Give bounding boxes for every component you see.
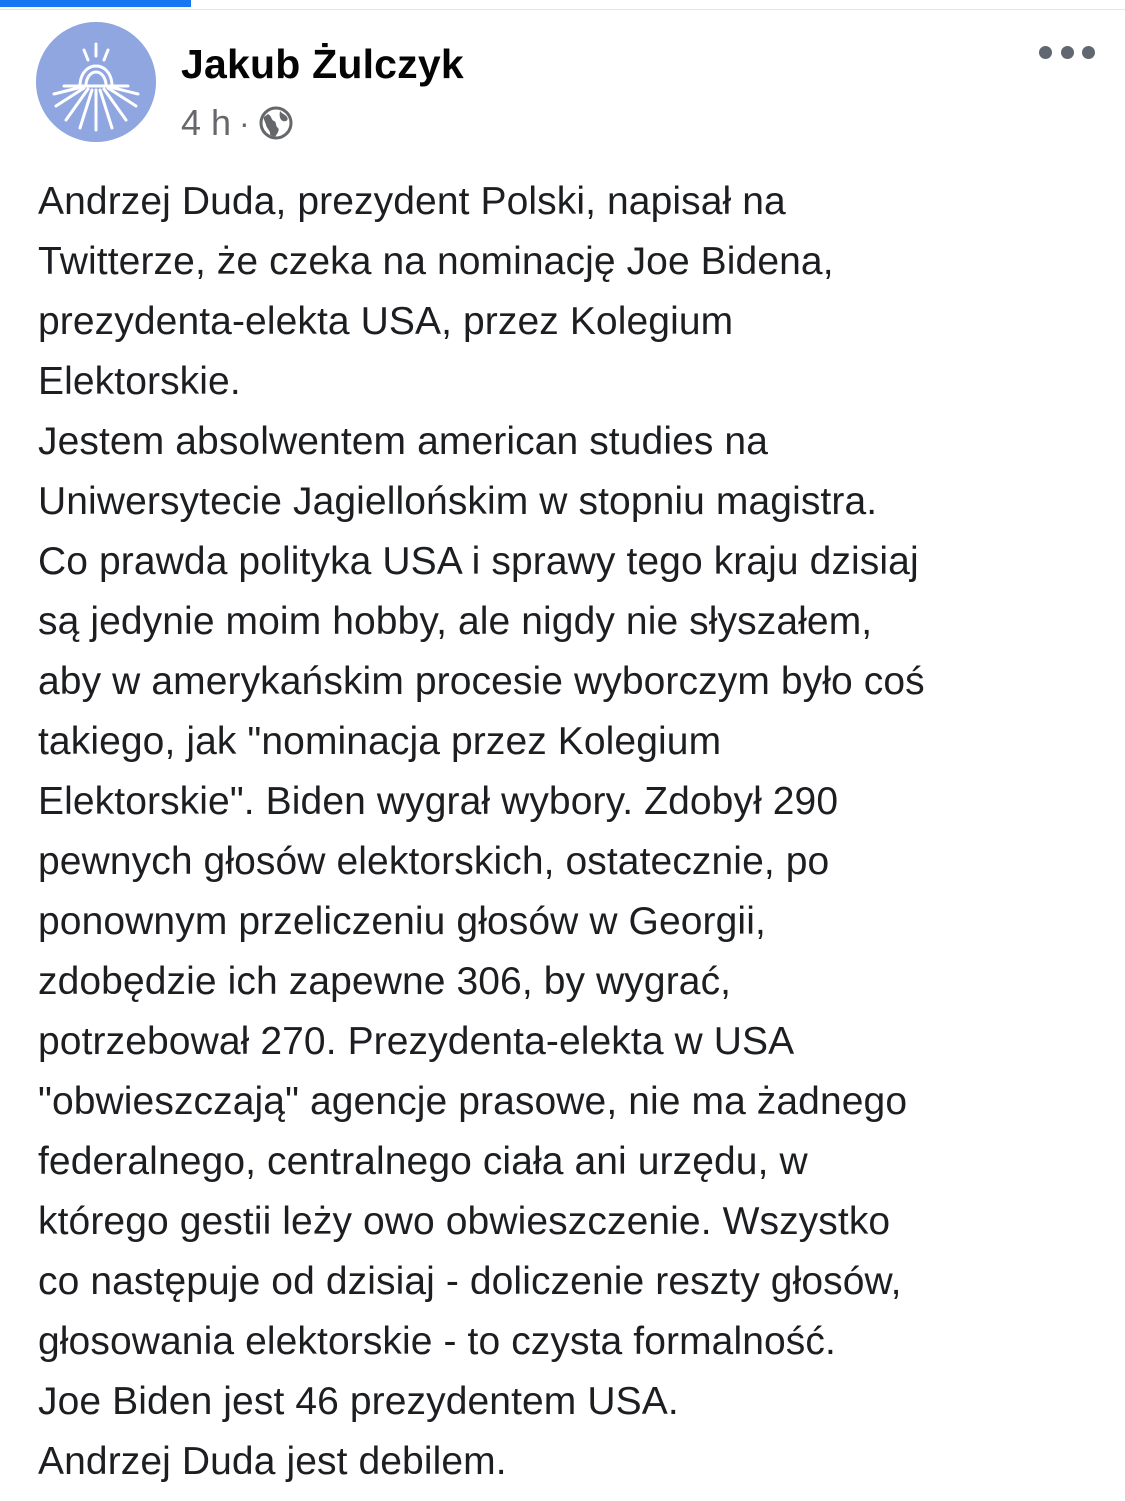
- post-text-line: są jedynie moim hobby, ale nigdy nie słyszałem,: [38, 600, 873, 643]
- globe-icon[interactable]: [258, 105, 294, 141]
- more-options-button[interactable]: [1039, 34, 1095, 70]
- post-text-line: Joe Biden jest 46 prezydentem USA.: [38, 1380, 679, 1423]
- post-text-line: pewnych głosów elektorskich, ostatecznie, po: [38, 840, 830, 883]
- post-timestamp[interactable]: 4 h: [181, 102, 232, 143]
- post-text-line: Elektorskie.: [38, 360, 241, 403]
- more-options-icon-dot: [1061, 46, 1074, 59]
- post-text-line: zdobędzie ich zapewne 306, by wygrać,: [38, 960, 732, 1003]
- post-text-line: Andrzej Duda, prezydent Polski, napisał na: [38, 180, 786, 223]
- post-text-line: potrzebował 270. Prezydenta-elekta w USA: [38, 1020, 795, 1063]
- post-text-line: Co prawda polityka USA i sprawy tego kraju dzisiaj: [38, 540, 919, 583]
- post-text-line: "obwieszczają" agencje prasowe, nie ma żadnego: [38, 1080, 908, 1123]
- post-text-line: Elektorskie". Biden wygrał wybory. Zdobył 290: [38, 780, 839, 823]
- post-text-line: federalnego, centralnego ciała ani urzędu, w: [38, 1140, 808, 1183]
- meta-separator: ·: [239, 104, 250, 141]
- post-text-line: Twitterze, że czeka na nominację Joe Bidena,: [38, 240, 834, 283]
- post-text-line: którego gestii leży owo obwieszczenie. Wszystko: [38, 1200, 891, 1243]
- post-text-line: prezydenta-elekta USA, przez Kolegium: [38, 300, 734, 343]
- post-text-line: głosowania elektorskie - to czysta formalność.: [38, 1320, 836, 1363]
- sun-rays-logo-icon: [36, 22, 156, 142]
- more-options-icon-dot: [1082, 46, 1095, 59]
- author-avatar[interactable]: [36, 22, 156, 142]
- post-meta: [181, 100, 294, 146]
- post-text-line: takiego, jak "nominacja przez Kolegium: [38, 720, 722, 763]
- more-options-icon: [1039, 46, 1052, 59]
- post-header: [0, 0, 1125, 160]
- author-name[interactable]: Jakub Żulczyk: [181, 41, 464, 87]
- post-text-line: Jestem absolwentem american studies na: [38, 420, 768, 463]
- post-text: [38, 172, 1113, 1492]
- post-text-line: Uniwersytecie Jagiellońskim w stopniu magistra.: [38, 480, 878, 523]
- post-text-line: ponownym przeliczeniu głosów w Georgii,: [38, 900, 766, 943]
- post-text-line: Andrzej Duda jest debilem.: [38, 1440, 507, 1483]
- post-text-line: co następuje od dzisiaj - doliczenie reszty głosów,: [38, 1260, 902, 1303]
- post-text-line: aby w amerykańskim procesie wyborczym było coś: [38, 660, 925, 703]
